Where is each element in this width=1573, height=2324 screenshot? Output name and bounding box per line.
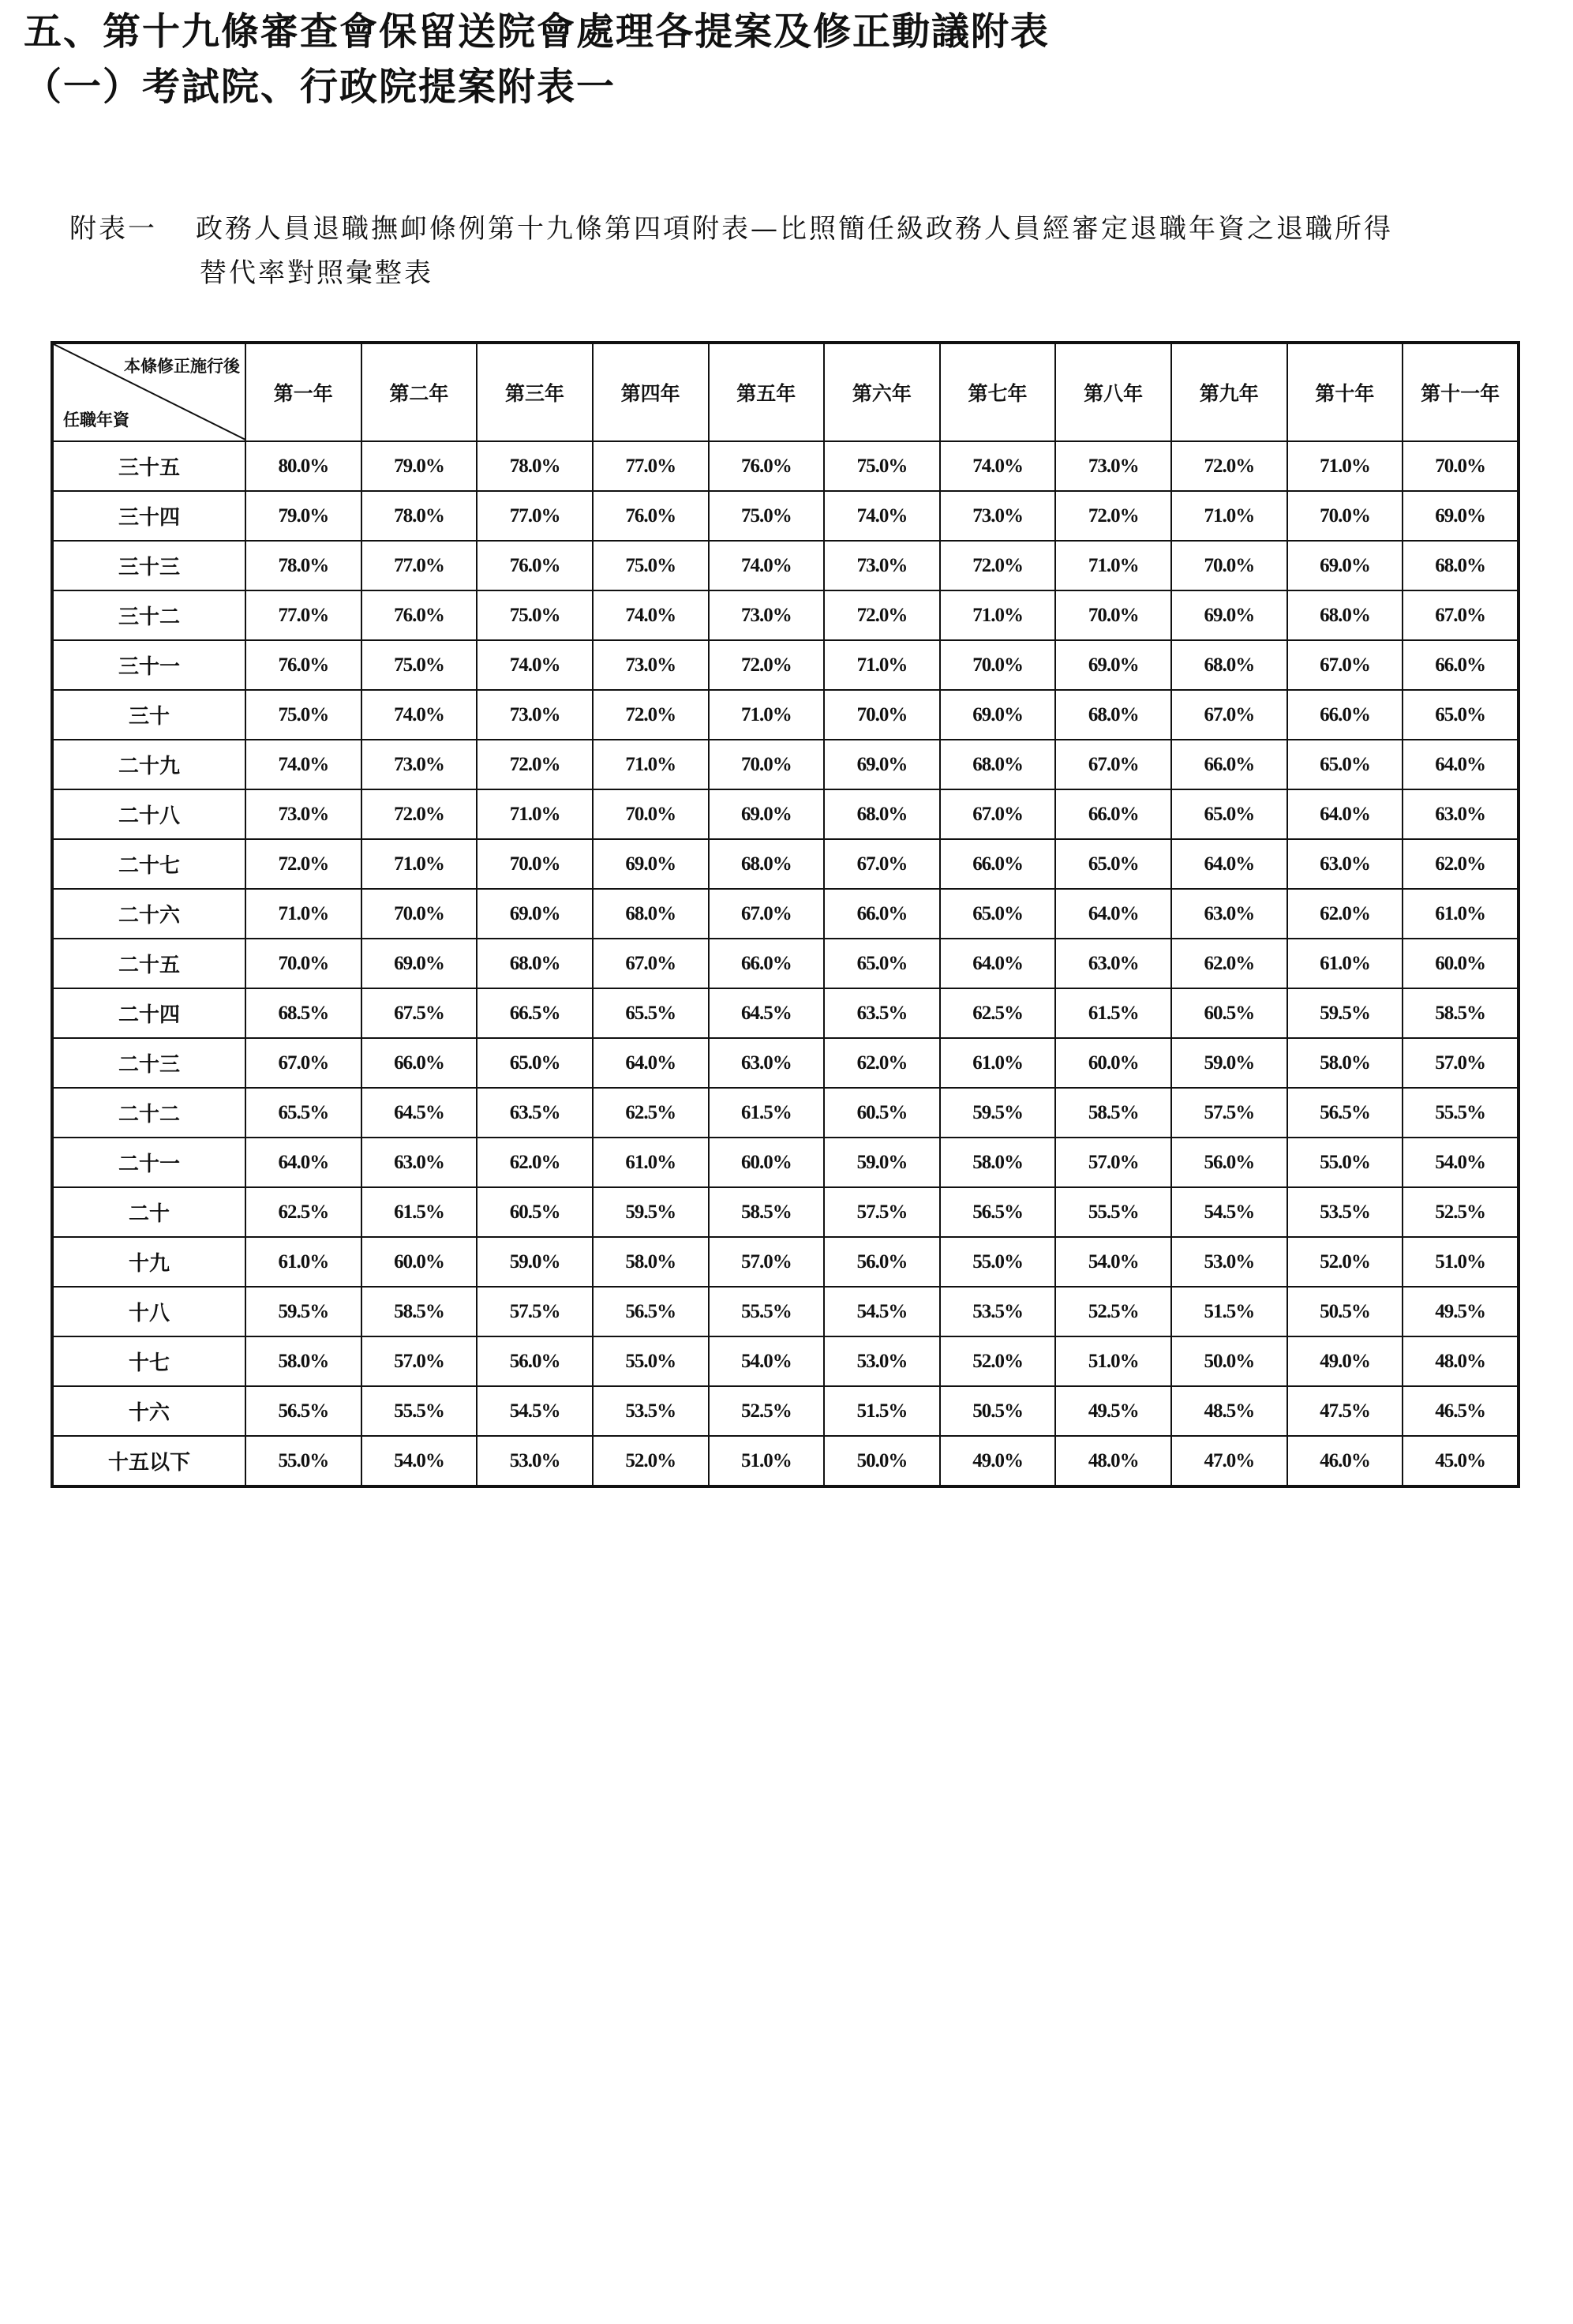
rate-cell: 70.0% bbox=[1171, 541, 1287, 590]
rate-cell: 68.5% bbox=[245, 988, 361, 1038]
rate-cell: 64.0% bbox=[593, 1038, 709, 1088]
rate-cell: 66.0% bbox=[1287, 690, 1403, 740]
rate-cell: 69.0% bbox=[1287, 541, 1403, 590]
rate-cell: 72.0% bbox=[361, 789, 478, 839]
rate-cell: 78.0% bbox=[477, 441, 593, 491]
rate-cell: 52.5% bbox=[709, 1386, 825, 1436]
rate-cell: 75.0% bbox=[593, 541, 709, 590]
table-row bbox=[52, 889, 1519, 939]
rate-cell: 59.0% bbox=[1171, 1038, 1287, 1088]
rate-cell: 67.0% bbox=[1171, 690, 1287, 740]
rate-cell: 54.0% bbox=[709, 1336, 825, 1386]
rate-cell: 68.0% bbox=[1287, 590, 1403, 640]
rate-cell: 62.0% bbox=[477, 1138, 593, 1187]
rate-cell: 59.0% bbox=[477, 1237, 593, 1287]
rate-cell: 74.0% bbox=[245, 740, 361, 789]
row-label: 二十八 bbox=[52, 789, 245, 839]
rate-cell: 50.0% bbox=[1171, 1336, 1287, 1386]
rate-cell: 52.5% bbox=[1055, 1287, 1171, 1336]
table-row bbox=[52, 590, 1519, 640]
table-row bbox=[52, 441, 1519, 491]
rate-cell: 52.5% bbox=[1403, 1187, 1519, 1237]
rate-cell: 60.5% bbox=[1171, 988, 1287, 1038]
rate-cell: 59.5% bbox=[1287, 988, 1403, 1038]
rate-cell: 73.0% bbox=[477, 690, 593, 740]
rate-cell: 69.0% bbox=[477, 889, 593, 939]
rate-cell: 76.0% bbox=[245, 640, 361, 690]
rate-cell: 73.0% bbox=[709, 590, 825, 640]
rate-cell: 70.0% bbox=[361, 889, 478, 939]
rate-cell: 75.0% bbox=[824, 441, 940, 491]
table-row bbox=[52, 491, 1519, 541]
rate-cell: 62.5% bbox=[245, 1187, 361, 1237]
rate-cell: 67.0% bbox=[1403, 590, 1519, 640]
rate-cell: 66.0% bbox=[361, 1038, 478, 1088]
rate-cell: 66.0% bbox=[940, 839, 1056, 889]
rate-cell: 69.0% bbox=[1171, 590, 1287, 640]
rate-cell: 72.0% bbox=[824, 590, 940, 640]
rate-cell: 58.0% bbox=[1287, 1038, 1403, 1088]
rate-cell: 67.0% bbox=[824, 839, 940, 889]
rate-cell: 74.0% bbox=[477, 640, 593, 690]
rate-cell: 60.5% bbox=[477, 1187, 593, 1237]
rate-cell: 55.0% bbox=[940, 1237, 1056, 1287]
table-row bbox=[52, 988, 1519, 1038]
rate-cell: 45.0% bbox=[1403, 1436, 1519, 1486]
rate-cell: 52.0% bbox=[593, 1436, 709, 1486]
rate-cell: 61.5% bbox=[361, 1187, 478, 1237]
table-body bbox=[52, 441, 1519, 1486]
rate-cell: 51.5% bbox=[1171, 1287, 1287, 1336]
rate-cell: 67.5% bbox=[361, 988, 478, 1038]
rate-cell: 65.0% bbox=[1403, 690, 1519, 740]
corner-label-years-after: 本條修正施行後 bbox=[124, 357, 240, 376]
column-header: 第二年 bbox=[361, 343, 478, 441]
column-header: 第六年 bbox=[824, 343, 940, 441]
rate-cell: 69.0% bbox=[940, 690, 1056, 740]
rate-cell: 64.5% bbox=[709, 988, 825, 1038]
rate-cell: 63.0% bbox=[1055, 939, 1171, 988]
rate-cell: 71.0% bbox=[245, 889, 361, 939]
column-header: 第一年 bbox=[245, 343, 361, 441]
rate-cell: 47.0% bbox=[1171, 1436, 1287, 1486]
rate-cell: 61.5% bbox=[709, 1088, 825, 1138]
rate-cell: 49.0% bbox=[1287, 1336, 1403, 1386]
rate-cell: 55.5% bbox=[709, 1287, 825, 1336]
replacement-rate-table bbox=[51, 341, 1520, 1488]
rate-cell: 77.0% bbox=[477, 491, 593, 541]
rate-cell: 57.0% bbox=[1403, 1038, 1519, 1088]
rate-cell: 48.0% bbox=[1055, 1436, 1171, 1486]
rate-cell: 48.5% bbox=[1171, 1386, 1287, 1436]
rate-cell: 54.0% bbox=[1403, 1138, 1519, 1187]
table-row bbox=[52, 1088, 1519, 1138]
rate-cell: 49.0% bbox=[940, 1436, 1056, 1486]
rate-cell: 50.5% bbox=[1287, 1287, 1403, 1336]
rate-cell: 71.0% bbox=[1171, 491, 1287, 541]
rate-cell: 65.0% bbox=[477, 1038, 593, 1088]
rate-cell: 62.5% bbox=[940, 988, 1056, 1038]
rate-cell: 72.0% bbox=[709, 640, 825, 690]
row-label: 十七 bbox=[52, 1336, 245, 1386]
rate-cell: 70.0% bbox=[593, 789, 709, 839]
rate-cell: 76.0% bbox=[361, 590, 478, 640]
rate-cell: 67.0% bbox=[245, 1038, 361, 1088]
rate-cell: 62.5% bbox=[593, 1088, 709, 1138]
table-row bbox=[52, 789, 1519, 839]
rate-cell: 64.0% bbox=[245, 1138, 361, 1187]
rate-cell: 51.0% bbox=[709, 1436, 825, 1486]
caption-label: 附表一 bbox=[69, 213, 157, 245]
rate-cell: 66.0% bbox=[824, 889, 940, 939]
rate-cell: 46.0% bbox=[1287, 1436, 1403, 1486]
rate-cell: 77.0% bbox=[245, 590, 361, 640]
rate-cell: 67.0% bbox=[940, 789, 1056, 839]
table-row bbox=[52, 740, 1519, 789]
rate-cell: 71.0% bbox=[824, 640, 940, 690]
rate-cell: 66.0% bbox=[709, 939, 825, 988]
rate-cell: 57.5% bbox=[824, 1187, 940, 1237]
rate-cell: 70.0% bbox=[1055, 590, 1171, 640]
rate-cell: 63.5% bbox=[824, 988, 940, 1038]
rate-cell: 65.0% bbox=[1171, 789, 1287, 839]
column-header: 第四年 bbox=[593, 343, 709, 441]
rate-cell: 75.0% bbox=[245, 690, 361, 740]
rate-cell: 60.0% bbox=[1055, 1038, 1171, 1088]
table-row bbox=[52, 939, 1519, 988]
rate-cell: 65.0% bbox=[940, 889, 1056, 939]
table-row bbox=[52, 640, 1519, 690]
corner-label-service-years: 任職年資 bbox=[63, 410, 129, 429]
row-label: 二十 bbox=[52, 1187, 245, 1237]
rate-cell: 69.0% bbox=[1055, 640, 1171, 690]
rate-cell: 67.0% bbox=[593, 939, 709, 988]
rate-cell: 69.0% bbox=[361, 939, 478, 988]
rate-cell: 61.0% bbox=[1403, 889, 1519, 939]
rate-cell: 58.5% bbox=[1403, 988, 1519, 1038]
row-label: 二十二 bbox=[52, 1088, 245, 1138]
rate-cell: 73.0% bbox=[940, 491, 1056, 541]
rate-cell: 68.0% bbox=[824, 789, 940, 839]
rate-cell: 64.0% bbox=[1287, 789, 1403, 839]
rate-cell: 74.0% bbox=[940, 441, 1056, 491]
rate-cell: 61.0% bbox=[1287, 939, 1403, 988]
rate-cell: 53.5% bbox=[940, 1287, 1056, 1336]
column-header: 第八年 bbox=[1055, 343, 1171, 441]
rate-cell: 69.0% bbox=[824, 740, 940, 789]
column-header: 第七年 bbox=[940, 343, 1056, 441]
rate-cell: 61.0% bbox=[593, 1138, 709, 1187]
rate-cell: 77.0% bbox=[361, 541, 478, 590]
row-label: 三十五 bbox=[52, 441, 245, 491]
table-row bbox=[52, 1138, 1519, 1187]
rate-cell: 69.0% bbox=[1403, 491, 1519, 541]
rate-cell: 51.0% bbox=[1055, 1336, 1171, 1386]
rate-cell: 65.0% bbox=[1055, 839, 1171, 889]
rate-cell: 61.0% bbox=[940, 1038, 1056, 1088]
rate-cell: 70.0% bbox=[477, 839, 593, 889]
rate-cell: 59.5% bbox=[940, 1088, 1056, 1138]
rate-cell: 68.0% bbox=[477, 939, 593, 988]
rate-cell: 48.0% bbox=[1403, 1336, 1519, 1386]
rate-cell: 70.0% bbox=[940, 640, 1056, 690]
rate-cell: 69.0% bbox=[593, 839, 709, 889]
rate-cell: 63.5% bbox=[477, 1088, 593, 1138]
rate-cell: 72.0% bbox=[477, 740, 593, 789]
rate-cell: 64.0% bbox=[1403, 740, 1519, 789]
rate-cell: 55.5% bbox=[1403, 1088, 1519, 1138]
table-row bbox=[52, 1187, 1519, 1237]
rate-cell: 56.5% bbox=[593, 1287, 709, 1336]
rate-cell: 51.0% bbox=[1403, 1237, 1519, 1287]
row-label: 十九 bbox=[52, 1237, 245, 1287]
rate-cell: 74.0% bbox=[361, 690, 478, 740]
rate-cell: 55.5% bbox=[361, 1386, 478, 1436]
rate-cell: 68.0% bbox=[709, 839, 825, 889]
rate-cell: 62.0% bbox=[1403, 839, 1519, 889]
rate-cell: 65.5% bbox=[593, 988, 709, 1038]
rate-cell: 68.0% bbox=[1171, 640, 1287, 690]
rate-cell: 58.0% bbox=[593, 1237, 709, 1287]
rate-cell: 68.0% bbox=[940, 740, 1056, 789]
rate-cell: 54.5% bbox=[477, 1386, 593, 1436]
rate-cell: 65.5% bbox=[245, 1088, 361, 1138]
rate-cell: 73.0% bbox=[361, 740, 478, 789]
table-header-row bbox=[52, 343, 1519, 441]
rate-cell: 60.0% bbox=[1403, 939, 1519, 988]
rate-cell: 66.0% bbox=[1403, 640, 1519, 690]
rate-cell: 58.0% bbox=[940, 1138, 1056, 1187]
row-label: 二十七 bbox=[52, 839, 245, 889]
rate-cell: 63.0% bbox=[1171, 889, 1287, 939]
rate-cell: 54.5% bbox=[824, 1287, 940, 1336]
rate-cell: 68.0% bbox=[1403, 541, 1519, 590]
rate-cell: 56.0% bbox=[477, 1336, 593, 1386]
rate-cell: 63.0% bbox=[1403, 789, 1519, 839]
rate-cell: 62.0% bbox=[1171, 939, 1287, 988]
rate-cell: 71.0% bbox=[593, 740, 709, 789]
column-header: 第三年 bbox=[477, 343, 593, 441]
table-row bbox=[52, 1436, 1519, 1486]
rate-cell: 57.0% bbox=[361, 1336, 478, 1386]
rate-cell: 74.0% bbox=[593, 590, 709, 640]
rate-cell: 56.5% bbox=[245, 1386, 361, 1436]
rate-cell: 57.5% bbox=[1171, 1088, 1287, 1138]
rate-cell: 75.0% bbox=[361, 640, 478, 690]
row-label: 二十六 bbox=[52, 889, 245, 939]
rate-cell: 50.5% bbox=[940, 1386, 1056, 1436]
rate-cell: 53.0% bbox=[1171, 1237, 1287, 1287]
rate-cell: 56.0% bbox=[824, 1237, 940, 1287]
rate-cell: 73.0% bbox=[1055, 441, 1171, 491]
table-caption bbox=[69, 207, 1537, 295]
rate-cell: 60.0% bbox=[709, 1138, 825, 1187]
column-header: 第十一年 bbox=[1403, 343, 1519, 441]
table-row bbox=[52, 1287, 1519, 1336]
rate-cell: 68.0% bbox=[593, 889, 709, 939]
caption-line-1: 政務人員退職撫卹條例第十九條第四項附表—比照簡任級政務人員經審定退職年資之退職所得 bbox=[196, 213, 1393, 245]
row-label: 三十 bbox=[52, 690, 245, 740]
rate-cell: 66.5% bbox=[477, 988, 593, 1038]
rate-cell: 68.0% bbox=[1055, 690, 1171, 740]
table-row bbox=[52, 1038, 1519, 1088]
column-header: 第五年 bbox=[709, 343, 825, 441]
rate-cell: 75.0% bbox=[477, 590, 593, 640]
rate-cell: 54.0% bbox=[1055, 1237, 1171, 1287]
rate-cell: 77.0% bbox=[593, 441, 709, 491]
rate-cell: 57.5% bbox=[477, 1287, 593, 1336]
rate-cell: 61.0% bbox=[245, 1237, 361, 1287]
rate-cell: 71.0% bbox=[361, 839, 478, 889]
rate-cell: 53.0% bbox=[824, 1336, 940, 1386]
row-label: 二十一 bbox=[52, 1138, 245, 1187]
rate-cell: 74.0% bbox=[824, 491, 940, 541]
table-row bbox=[52, 1336, 1519, 1386]
table-corner-header bbox=[52, 343, 245, 441]
rate-cell: 67.0% bbox=[1055, 740, 1171, 789]
rate-cell: 60.0% bbox=[361, 1237, 478, 1287]
table-row bbox=[52, 690, 1519, 740]
caption-line-2: 替代率對照彙整表 bbox=[200, 257, 433, 289]
table-row bbox=[52, 541, 1519, 590]
rate-cell: 49.5% bbox=[1403, 1287, 1519, 1336]
rate-cell: 71.0% bbox=[477, 789, 593, 839]
rate-cell: 64.0% bbox=[1055, 889, 1171, 939]
rate-cell: 70.0% bbox=[245, 939, 361, 988]
rate-cell: 60.5% bbox=[824, 1088, 940, 1138]
rate-cell: 64.5% bbox=[361, 1088, 478, 1138]
rate-cell: 61.5% bbox=[1055, 988, 1171, 1038]
rate-cell: 71.0% bbox=[709, 690, 825, 740]
rate-cell: 62.0% bbox=[1287, 889, 1403, 939]
rate-cell: 55.5% bbox=[1055, 1187, 1171, 1237]
rate-cell: 73.0% bbox=[245, 789, 361, 839]
rate-cell: 53.5% bbox=[593, 1386, 709, 1436]
rate-cell: 76.0% bbox=[477, 541, 593, 590]
rate-cell: 49.5% bbox=[1055, 1386, 1171, 1436]
rate-cell: 56.5% bbox=[1287, 1088, 1403, 1138]
document-subheading: （一）考試院、行政院提案附表一 bbox=[24, 65, 616, 109]
table-row bbox=[52, 1386, 1519, 1436]
row-label: 十八 bbox=[52, 1287, 245, 1336]
rate-cell: 57.0% bbox=[1055, 1138, 1171, 1187]
rate-cell: 74.0% bbox=[709, 541, 825, 590]
row-label: 十五以下 bbox=[52, 1436, 245, 1486]
rate-cell: 70.0% bbox=[1287, 491, 1403, 541]
rate-cell: 69.0% bbox=[709, 789, 825, 839]
rate-cell: 72.0% bbox=[1171, 441, 1287, 491]
rate-cell: 72.0% bbox=[245, 839, 361, 889]
row-label: 三十三 bbox=[52, 541, 245, 590]
rate-cell: 64.0% bbox=[940, 939, 1056, 988]
rate-cell: 73.0% bbox=[824, 541, 940, 590]
row-label: 二十三 bbox=[52, 1038, 245, 1088]
row-label: 二十四 bbox=[52, 988, 245, 1038]
rate-cell: 75.0% bbox=[709, 491, 825, 541]
rate-cell: 80.0% bbox=[245, 441, 361, 491]
rate-cell: 76.0% bbox=[593, 491, 709, 541]
table-row bbox=[52, 1237, 1519, 1287]
rate-cell: 76.0% bbox=[709, 441, 825, 491]
rate-cell: 72.0% bbox=[940, 541, 1056, 590]
row-label: 二十五 bbox=[52, 939, 245, 988]
rate-cell: 57.0% bbox=[709, 1237, 825, 1287]
row-label: 三十二 bbox=[52, 590, 245, 640]
row-label: 十六 bbox=[52, 1386, 245, 1436]
rate-cell: 71.0% bbox=[1287, 441, 1403, 491]
table-row bbox=[52, 839, 1519, 889]
rate-cell: 71.0% bbox=[940, 590, 1056, 640]
rate-cell: 55.0% bbox=[1287, 1138, 1403, 1187]
rate-cell: 53.0% bbox=[477, 1436, 593, 1486]
rate-cell: 55.0% bbox=[593, 1336, 709, 1386]
rate-cell: 70.0% bbox=[709, 740, 825, 789]
rate-cell: 78.0% bbox=[245, 541, 361, 590]
rate-cell: 55.0% bbox=[245, 1436, 361, 1486]
rate-cell: 65.0% bbox=[1287, 740, 1403, 789]
rate-cell: 64.0% bbox=[1171, 839, 1287, 889]
rate-cell: 52.0% bbox=[1287, 1237, 1403, 1287]
rate-cell: 73.0% bbox=[593, 640, 709, 690]
rate-cell: 58.5% bbox=[1055, 1088, 1171, 1138]
rate-cell: 72.0% bbox=[593, 690, 709, 740]
rate-cell: 70.0% bbox=[824, 690, 940, 740]
rate-cell: 70.0% bbox=[1403, 441, 1519, 491]
rate-cell: 54.5% bbox=[1171, 1187, 1287, 1237]
rate-cell: 56.5% bbox=[940, 1187, 1056, 1237]
rate-cell: 66.0% bbox=[1055, 789, 1171, 839]
column-header: 第十年 bbox=[1287, 343, 1403, 441]
rate-cell: 50.0% bbox=[824, 1436, 940, 1486]
rate-cell: 51.5% bbox=[824, 1386, 940, 1436]
rate-cell: 67.0% bbox=[1287, 640, 1403, 690]
row-label: 三十一 bbox=[52, 640, 245, 690]
rate-cell: 58.5% bbox=[709, 1187, 825, 1237]
rate-cell: 46.5% bbox=[1403, 1386, 1519, 1436]
row-label: 二十九 bbox=[52, 740, 245, 789]
rate-cell: 63.0% bbox=[709, 1038, 825, 1088]
rate-cell: 53.5% bbox=[1287, 1187, 1403, 1237]
rate-cell: 52.0% bbox=[940, 1336, 1056, 1386]
rate-cell: 58.5% bbox=[361, 1287, 478, 1336]
column-header: 第九年 bbox=[1171, 343, 1287, 441]
rate-cell: 67.0% bbox=[709, 889, 825, 939]
rate-cell: 63.0% bbox=[361, 1138, 478, 1187]
rate-cell: 65.0% bbox=[824, 939, 940, 988]
rate-cell: 79.0% bbox=[361, 441, 478, 491]
rate-cell: 54.0% bbox=[361, 1436, 478, 1486]
rate-cell: 58.0% bbox=[245, 1336, 361, 1386]
rate-cell: 59.5% bbox=[593, 1187, 709, 1237]
rate-cell: 47.5% bbox=[1287, 1386, 1403, 1436]
rate-cell: 78.0% bbox=[361, 491, 478, 541]
rate-cell: 66.0% bbox=[1171, 740, 1287, 789]
rate-cell: 71.0% bbox=[1055, 541, 1171, 590]
document-heading: 五、第十九條審查會保留送院會處理各提案及修正動議附表 bbox=[24, 9, 1051, 54]
rate-cell: 62.0% bbox=[824, 1038, 940, 1088]
row-label: 三十四 bbox=[52, 491, 245, 541]
rate-cell: 72.0% bbox=[1055, 491, 1171, 541]
rate-cell: 63.0% bbox=[1287, 839, 1403, 889]
rate-cell: 59.5% bbox=[245, 1287, 361, 1336]
rate-cell: 79.0% bbox=[245, 491, 361, 541]
rate-cell: 59.0% bbox=[824, 1138, 940, 1187]
rate-cell: 56.0% bbox=[1171, 1138, 1287, 1187]
